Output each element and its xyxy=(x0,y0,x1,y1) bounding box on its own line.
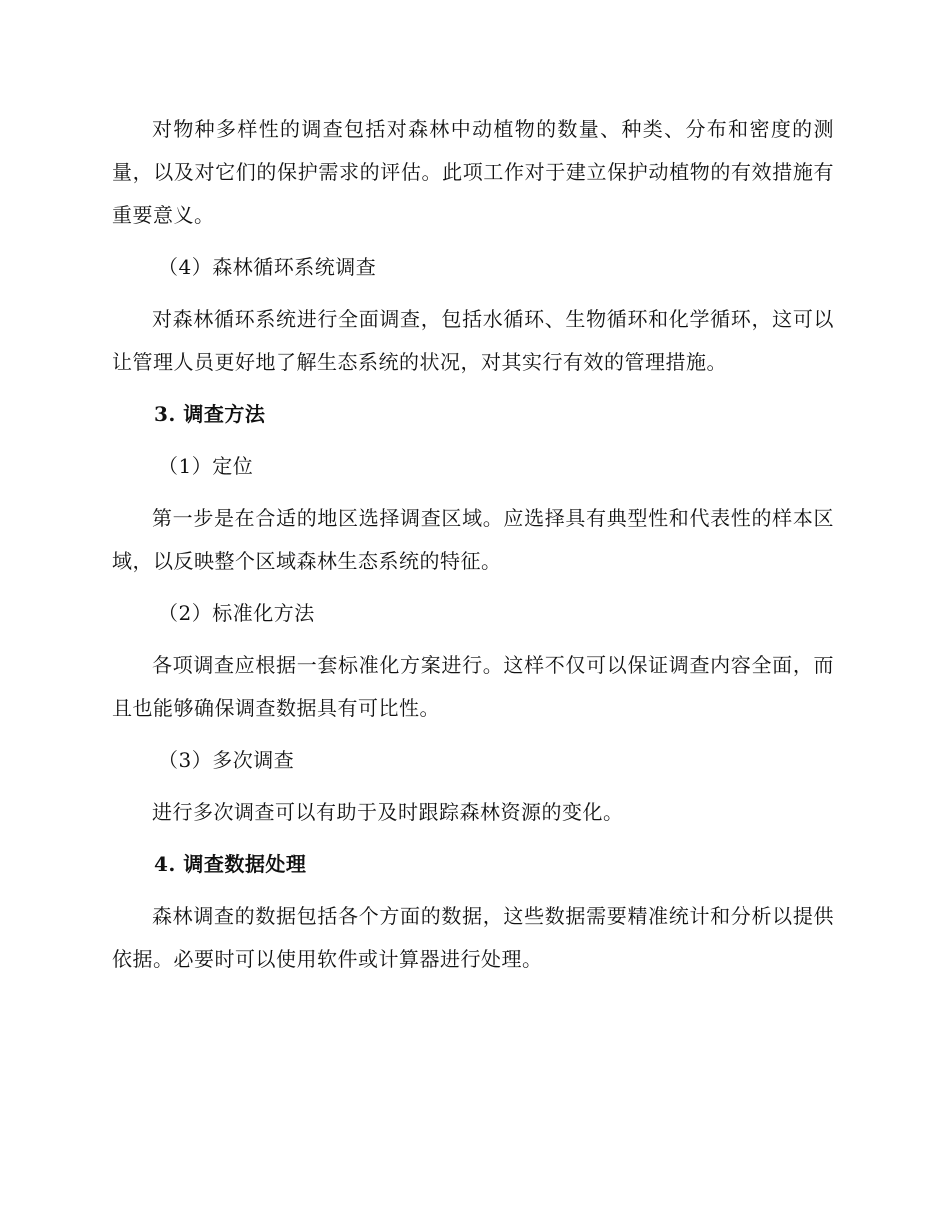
paragraph-forest-cycle: 对森林循环系统进行全面调查，包括水循环、生物循环和化学循环，这可以让管理人员更好地了解生态系统的状况，对其实行有效的管理措施。 xyxy=(112,307,834,374)
list-item-forest-cycle-survey: （4）森林循环系统调查 xyxy=(158,255,377,279)
list-item-standardization: （2）标准化方法 xyxy=(158,601,315,625)
section-heading-data-processing: 4. 调查数据处理 xyxy=(154,852,307,876)
paragraph-repeated-survey: 进行多次调查可以有助于及时跟踪森林资源的变化。 xyxy=(152,800,624,824)
paragraph-species-diversity: 对物种多样性的调查包括对森林中动植物的数量、种类、分布和密度的测量，以及对它们的保护需求的评估。此项工作对于建立保护动植物的有效措施有重要意义。 xyxy=(112,117,834,227)
list-item-repeated-survey: （3）多次调查 xyxy=(158,748,295,772)
paragraph-standardization: 各项调查应根据一套标准化方案进行。这样不仅可以保证调查内容全面，而且也能够确保调查数据具有可比性。 xyxy=(112,653,834,720)
paragraph-data-processing: 森林调查的数据包括各个方面的数据，这些数据需要精准统计和分析以提供依据。必要时可以使用软件或计算器进行处理。 xyxy=(112,904,834,971)
section-heading-survey-methods: 3. 调查方法 xyxy=(154,402,266,426)
list-item-positioning: （1）定位 xyxy=(158,454,254,478)
paragraph-positioning: 第一步是在合适的地区选择调查区域。应选择具有典型性和代表性的样本区域，以反映整个区域森林生态系统的特征。 xyxy=(112,506,834,573)
document-body xyxy=(112,108,834,981)
